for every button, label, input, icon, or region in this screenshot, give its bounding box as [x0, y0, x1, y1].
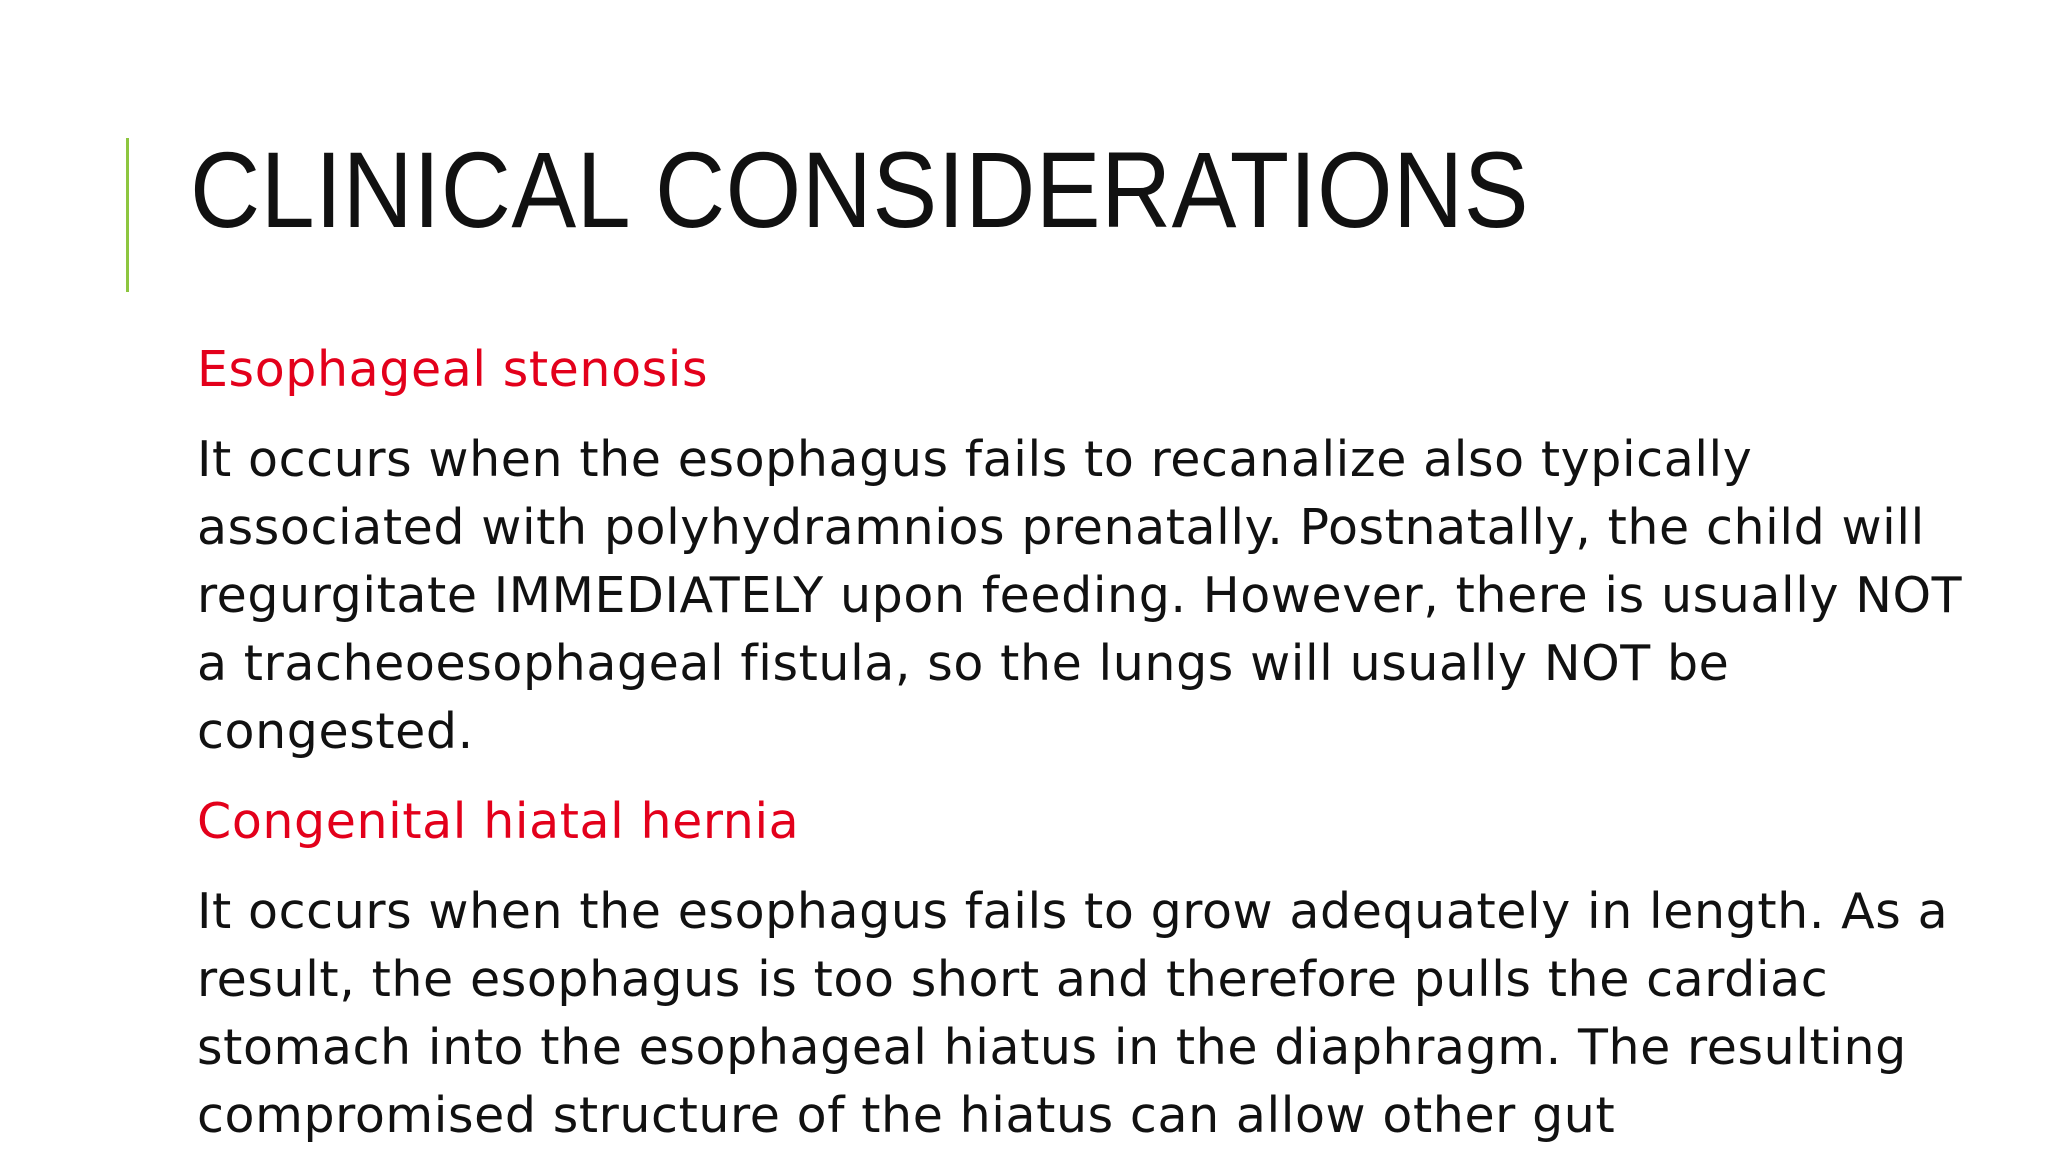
text-line: regurgitate IMMEDIATELY upon feeding. However, there is usually NOT	[197, 567, 1963, 624]
text-line: stomach into the esophageal hiatus in the diaphragm. The resulting	[197, 1019, 1907, 1076]
paragraph-esophageal-stenosis	[197, 426, 1997, 766]
text-line: compromised structure of the hiatus can allow other gut	[197, 1087, 1616, 1144]
text-line: a tracheoesophageal fistula, so the lungs will usually NOT be	[197, 635, 1730, 692]
paragraph-congenital-hiatal-hernia	[197, 878, 1997, 1150]
slide-title: CLINICAL CONSIDERATIONS	[190, 129, 1529, 250]
title-accent-bar	[126, 138, 129, 292]
slide-content	[197, 336, 1997, 1152]
text-line: It occurs when the esophagus fails to grow adequately in length. As a	[197, 883, 1949, 940]
section-heading-esophageal-stenosis: Esophageal stenosis	[197, 341, 709, 398]
section-heading-congenital-hiatal-hernia: Congenital hiatal hernia	[197, 793, 800, 850]
text-line: It occurs when the esophagus fails to recanalize also typically	[197, 431, 1753, 488]
text-line: congested.	[197, 703, 474, 760]
text-line: result, the esophagus is too short and therefore pulls the cardiac	[197, 951, 1829, 1008]
text-line: associated with polyhydramnios prenatally. Postnatally, the child will	[197, 499, 1925, 556]
